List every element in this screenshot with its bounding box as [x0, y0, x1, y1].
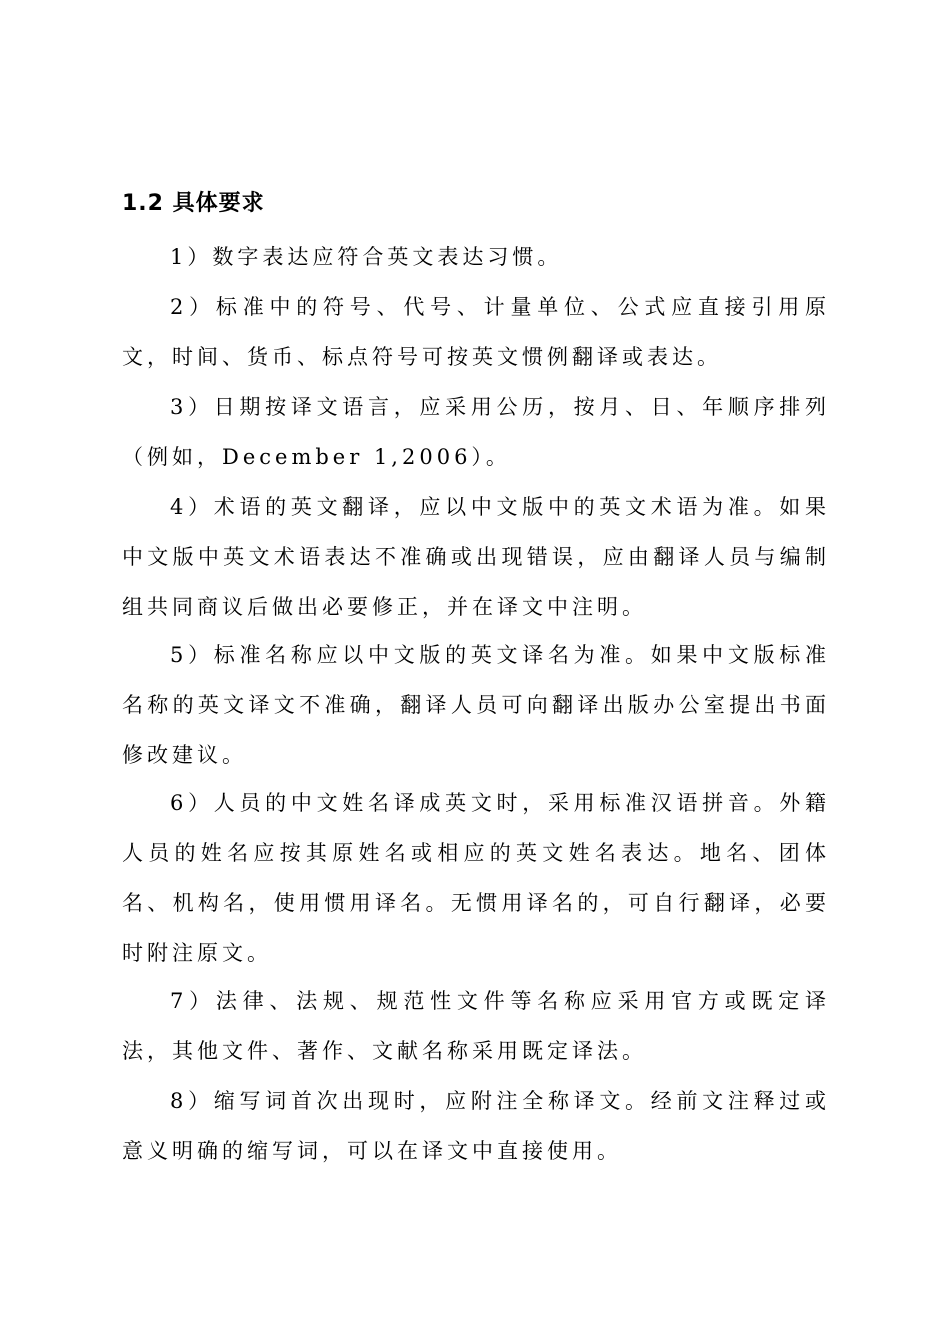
requirement-item-7: 7）法律、法规、规范性文件等名称应采用官方或既定译法，其他文件、著作、文献名称采用既定译法。 [122, 989, 830, 1063]
section-heading: 1.2 具体要求 [122, 191, 265, 216]
requirement-item-8: 8）缩写词首次出现时，应附注全称译文。经前文注释过或意义明确的缩写词，可以在译文中直接使用。 [122, 1089, 830, 1163]
requirement-item-1: 1）数字表达应符合英文表达习惯。 [170, 245, 563, 269]
requirement-item-5: 5）标准名称应以中文版的英文译名为准。如果中文版标准名称的英文译文不准确，翻译人员可向翻译出版办公室提出书面修改建议。 [122, 643, 830, 767]
requirement-item-2: 2）标准中的符号、代号、计量单位、公式应直接引用原文，时间、货币、标点符号可按英文惯例翻译或表达。 [122, 295, 830, 369]
requirement-item-3: 3）日期按译文语言，应采用公历，按月、日、年顺序排列（例如，December 1,2006）。 [122, 395, 830, 469]
requirement-item-6: 6）人员的中文姓名译成英文时，采用标准汉语拼音。外籍人员的姓名应按其原姓名或相应的英文姓名表达。地名、团体名、机构名，使用惯用译名。无惯用译名的，可自行翻译，必要时附注原文。 [122, 791, 830, 965]
requirement-item-4: 4）术语的英文翻译，应以中文版中的英文术语为准。如果中文版中英文术语表达不准确或出现错误，应由翻译人员与编制组共同商议后做出必要修正，并在译文中注明。 [122, 495, 830, 619]
